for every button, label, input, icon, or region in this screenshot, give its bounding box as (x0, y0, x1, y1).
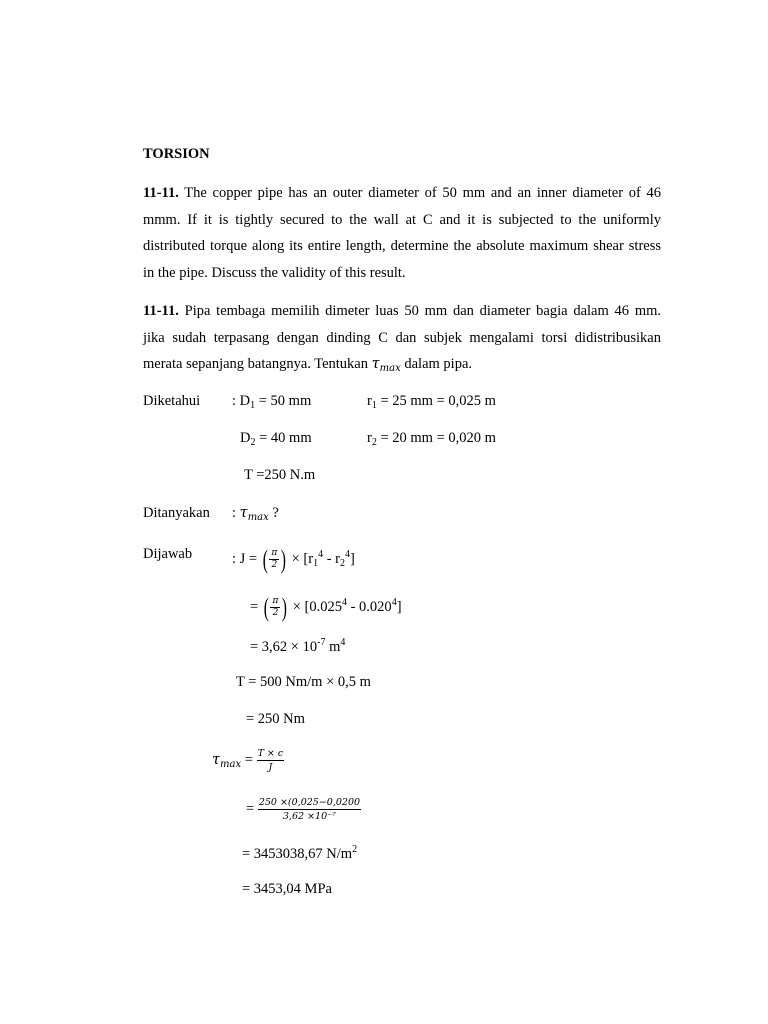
page-heading: TORSION (143, 146, 210, 162)
asked-label: Ditanyakan (143, 505, 210, 521)
problem-number: 11-11. (143, 185, 179, 201)
problem-line: in the pipe. Discuss the validity of this result. (143, 264, 406, 281)
problem-statement-english (143, 180, 661, 286)
known-r1: $r_1 = 25$ mm = 0,025 m (367, 393, 496, 411)
problem-number: 11-11. (143, 303, 179, 319)
known-d2: $D_2 = 40$ mm (240, 430, 312, 448)
pi-over-two-fraction: $\frac{\pi}{2}$ (272, 596, 279, 619)
problem-line: jika sudah terpasang dengan dinding C dan subjek mengalami torsi didistribusikan (143, 329, 661, 346)
problem-line: The copper pipe has an outer diameter of 50 mm and an inner diameter of 46 (178, 185, 661, 201)
pi-over-two-fraction: $\frac{\pi}{2}$ (271, 548, 278, 571)
problem-statement-indonesian (143, 298, 661, 378)
tau-symbol: τ (212, 752, 221, 768)
polar-moment-formula: : J = ( $\frac{\pi}{2}$ ) × $[r_1^4 - r_2^4]$ (232, 544, 355, 574)
answer-label: Dijawab (143, 546, 193, 562)
known-torque: T =250 N.m (244, 467, 316, 483)
shear-stress-substitution: = $\frac{250 \times(0,025-0,0200}{\text{3,62 ×10⁻⁷}}$ (246, 797, 361, 823)
problem-line: mmm. If it is tightly secured to the wall at C and it is subjected to the uniformly (143, 211, 661, 228)
known-r2: $r_2 = 20$ mm = 0,020 m (367, 430, 496, 448)
known-d1: : $D_1 = 50$ mm (232, 393, 312, 411)
polar-moment-result: = $3,62 \times 10^{-7}$ $m^4$ (250, 637, 346, 655)
polar-moment-substitution: = ( $\frac{\pi}{2}$ ) × $[0.025^4 - 0.020^4]$ (250, 592, 402, 622)
problem-line: Pipa tembaga memilih dimeter luas 50 mm dan diameter bagia dalam 46 mm. (178, 303, 661, 319)
torque-result: = 250 Nm (246, 711, 305, 727)
known-label: Diketahui (143, 393, 201, 409)
problem-line: distributed torque along its entire length, determine the absolute maximum shear stress (143, 238, 661, 254)
shear-stress-formula: $\tau_{max}$ = $\frac{T \times c}{J}$ (212, 748, 284, 774)
problem-line: merata sepanjang batangnya. Tentukan $\tau_{max}$ dalam pipa. (143, 356, 473, 374)
torque-calculation: T = 500 Nm/m × 0,5 m (236, 674, 371, 690)
tau-symbol: τ (371, 356, 380, 372)
tau-symbol: τ (239, 505, 248, 521)
asked-value: : $\tau_{max}$ ? (232, 505, 279, 523)
shear-stress-result-pa: = 3453038,67 $N/m^2$ (242, 844, 358, 862)
shear-stress-result-mpa: = 3453,04 MPa (242, 881, 332, 897)
